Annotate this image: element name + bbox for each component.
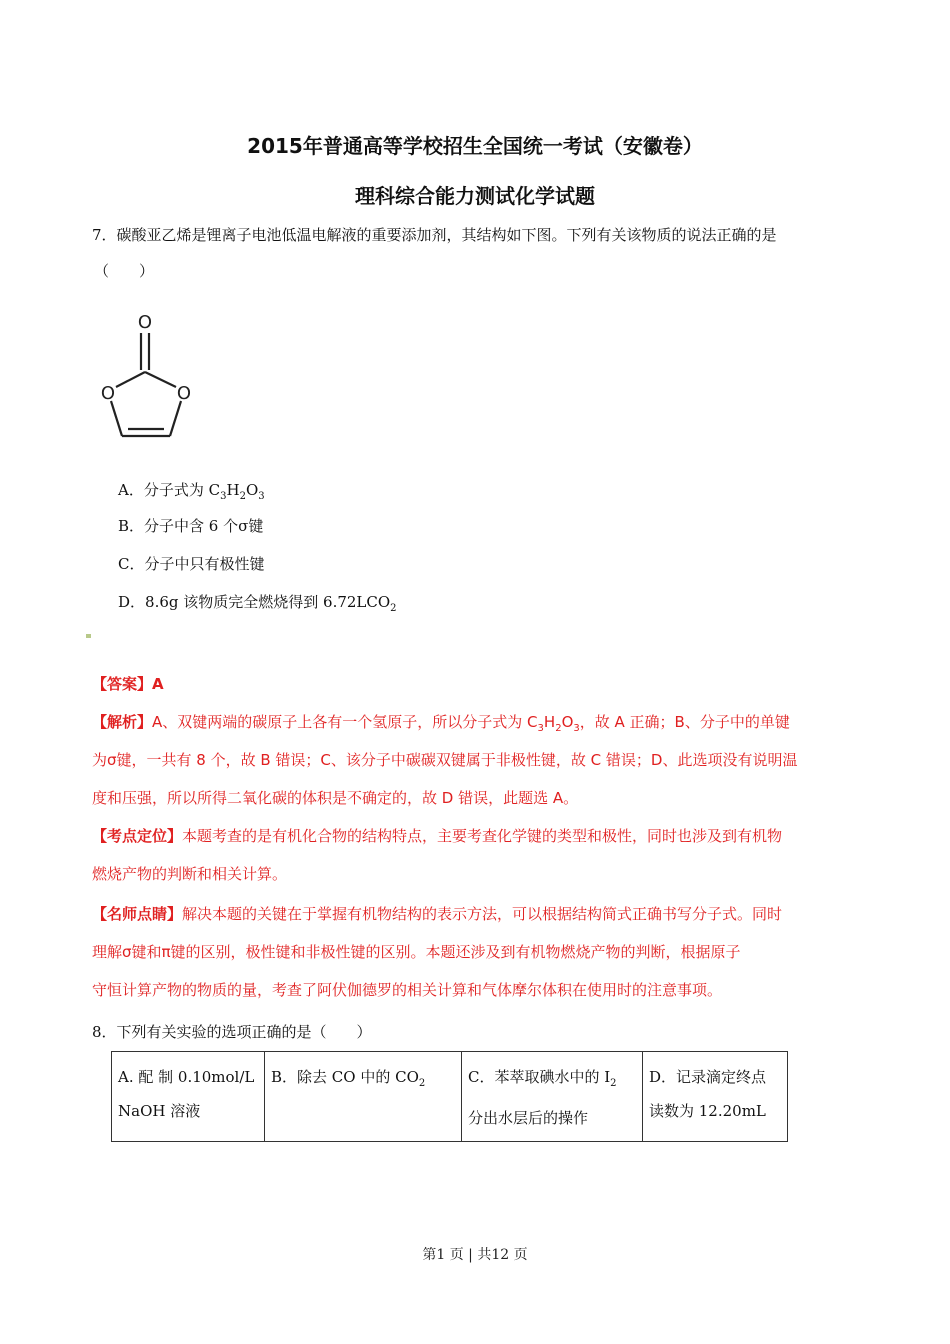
- margin-marker: [86, 634, 91, 638]
- page-footer: 第1 页 | 共12 页: [422, 1247, 528, 1263]
- cell-a-line-1: A. 配 制 0.10mol/L: [118, 1068, 255, 1086]
- cell-b-line-1: B．除去 CO 中的 $CO_2$: [271, 1068, 426, 1089]
- atom-o-top: O: [137, 312, 153, 333]
- cell-d-line-1: D．记录滴定终点: [649, 1068, 767, 1086]
- question-8-stem: 8．下列有关实验的选项正确的是（ ）: [92, 1023, 372, 1041]
- option-b: B．分子中含 6 个σ键: [118, 517, 264, 535]
- mingshi-line-3: 守恒计算产物的物质的量，考查了阿伏伽德罗的相关计算和气体摩尔体积在使用时的注意事项。: [92, 981, 723, 999]
- question-8-options-table: [111, 1051, 788, 1142]
- molecule-bonds: [111, 333, 181, 436]
- cell-d-line-2: 读数为 12.20mL: [649, 1102, 766, 1120]
- analysis-line-3: 度和压强，所以所得二氧化碳的体积是不确定的，故 D 错误，此题选 A。: [92, 789, 579, 807]
- table-cell-a: [112, 1052, 265, 1142]
- option-c: C．分子中只有极性键: [118, 555, 265, 573]
- cell-c-line-2: 分出水层后的操作: [468, 1109, 589, 1127]
- atom-o-left: O: [100, 383, 116, 404]
- molecule-structure: [86, 298, 216, 448]
- question-7-paren: （ ）: [94, 262, 155, 280]
- table-cell-b: [265, 1052, 462, 1142]
- atom-o-right: O: [176, 383, 192, 404]
- cell-c-line-1: C．苯萃取碘水中的 $I_2$: [468, 1068, 617, 1089]
- kaodian-line-2: 燃烧产物的判断和相关计算。: [92, 865, 288, 883]
- analysis-line-2: 为σ键，一共有 8 个，故 B 错误；C、该分子中碳碳双键属于非极性键，故 C 错误；D、此选项没有说明温: [92, 751, 798, 769]
- table-cell-d: [643, 1052, 788, 1142]
- cell-a-line-2: NaOH 溶液: [118, 1102, 201, 1120]
- answer-line: 【答案】A: [92, 675, 164, 693]
- table-cell-c: [462, 1052, 643, 1142]
- mingshi-line-1: 【名师点睛】解决本题的关键在于掌握有机物结构的表示方法，可以根据结构简式正确书写分子式。同时: [92, 905, 783, 923]
- mingshi-line-2: 理解σ键和π键的区别，极性键和非极性键的区别。本题还涉及到有机物燃烧产物的判断，根据原子: [92, 943, 741, 961]
- option-a: A．分子式为 $C_3H_2O_3$: [118, 481, 265, 502]
- option-d: D．8.6g 该物质完全燃烧得到 $6.72LCO_2$: [118, 593, 397, 614]
- kaodian-line-1: 【考点定位】本题考查的是有机化合物的结构特点，主要考查化学键的类型和极性，同时也涉及到有机物: [92, 827, 783, 845]
- question-7-stem: 7．碳酸亚乙烯是锂离子电池低温电解液的重要添加剂，其结构如下图。下列有关该物质的说法正确的是: [92, 226, 777, 244]
- page-title: 2015年普通高等学校招生全国统一考试（安徽卷）: [247, 134, 703, 158]
- analysis-line-1: 【解析】A、双键两端的碳原子上各有一个氢原子，所以分子式为 $C_3H_2O_3$，故 A 正确；B、分子中的单键: [92, 713, 790, 734]
- page-subtitle: 理科综合能力测试化学试题: [355, 184, 595, 208]
